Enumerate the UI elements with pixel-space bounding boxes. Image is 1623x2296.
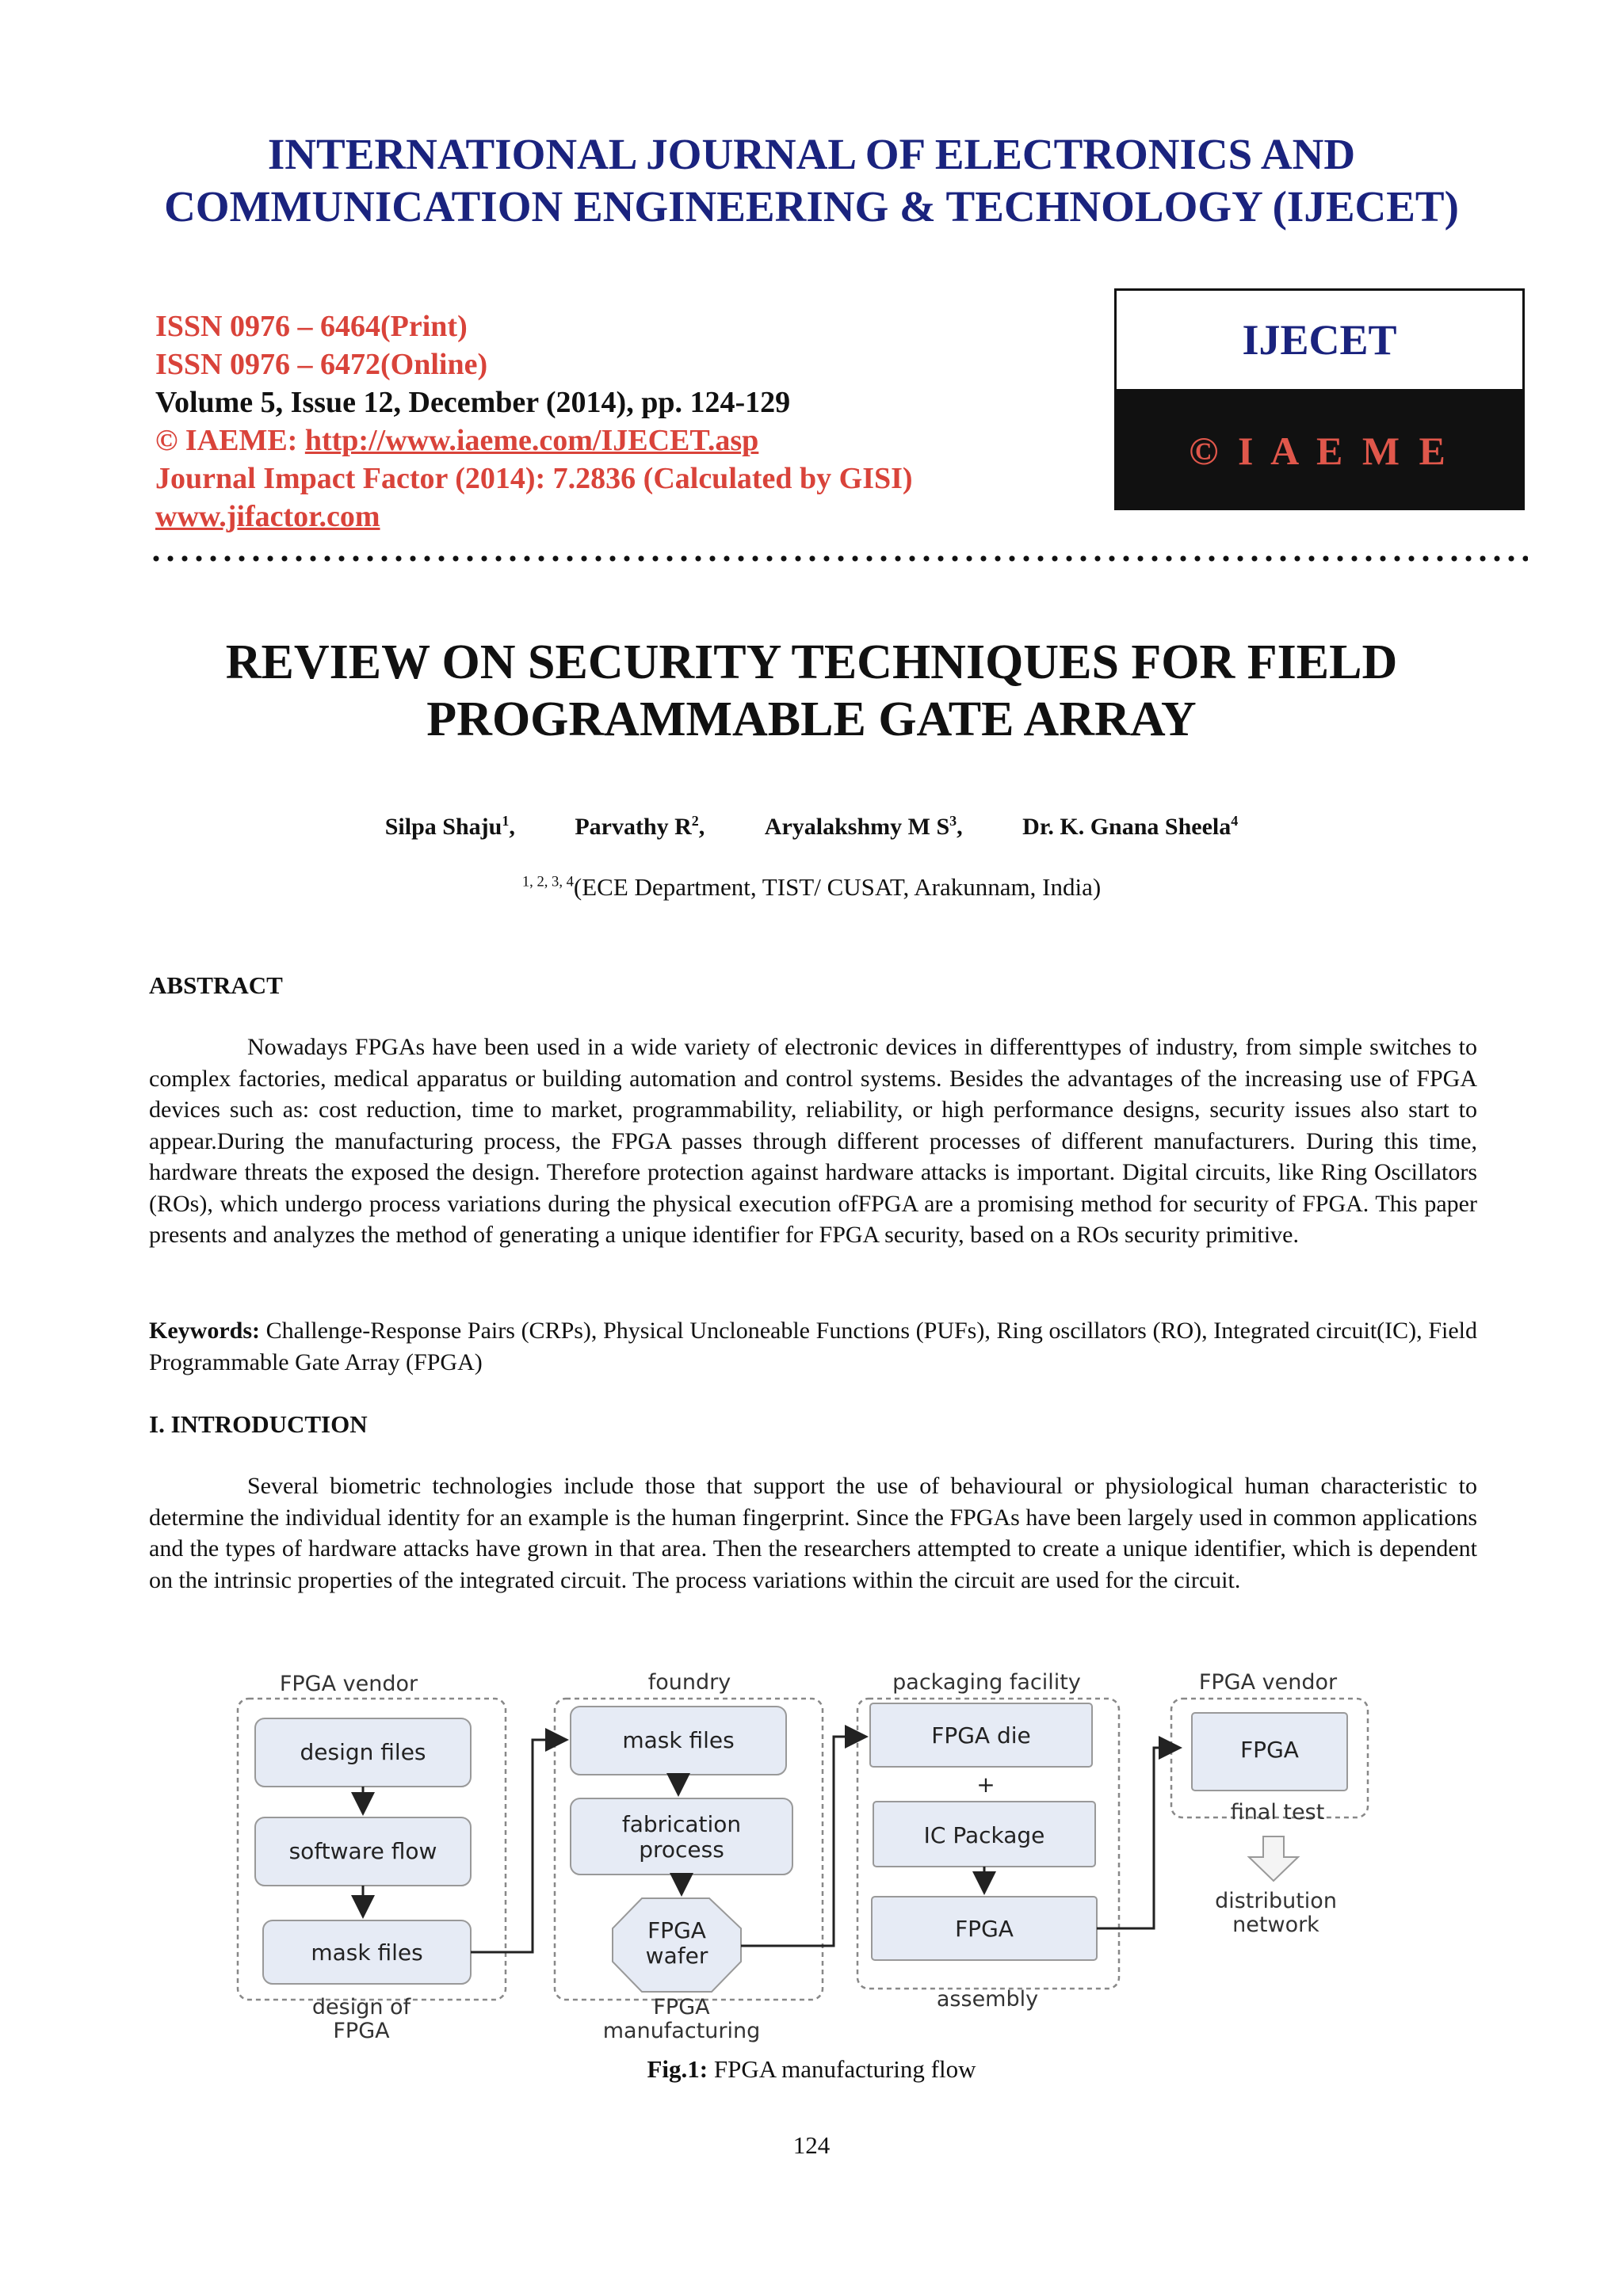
keywords-label: Keywords: bbox=[149, 1318, 260, 1344]
label-mask-files-foundry: mask files bbox=[622, 1727, 735, 1753]
label-fpga-assembled: FPGA bbox=[955, 1916, 1014, 1942]
label-software-flow: software flow bbox=[288, 1838, 437, 1864]
affiliation bbox=[0, 873, 1623, 902]
label-mask-files-design: mask files bbox=[311, 1939, 423, 1966]
paper-title-line1: REVIEW ON SECURITY TECHNIQUES FOR FIELD bbox=[225, 635, 1398, 689]
group-title-vendor-final: FPGA vendor bbox=[1198, 1670, 1338, 1695]
caption-design-of: design of bbox=[311, 1995, 411, 2019]
keywords-text: Challenge-Response Pairs (CRPs), Physical Uncloneable Functions (PUFs), Ring oscillators (RO), Integrated circuit(IC), Field Programmable Gate Array (FPGA) bbox=[149, 1318, 1477, 1375]
volume-info: Volume 5, Issue 12, December (2014), pp. 124-129 bbox=[155, 386, 791, 419]
author bbox=[385, 814, 515, 840]
figure-caption-text: FPGA manufacturing flow bbox=[708, 2055, 976, 2083]
author bbox=[765, 814, 963, 840]
abstract-heading: ABSTRACT bbox=[149, 971, 283, 999]
author-name: Parvathy R bbox=[575, 814, 692, 840]
author-sep: , bbox=[509, 814, 515, 840]
abstract-text: Nowadays FPGAs have been used in a wide variety of electronic devices in differenttypes of industry, from simple switches to complex factories, medical apparatus or building automation and control systems. Besides the advantages of the increasing use of FPGA devices such as: cost reduction, time to market, programmability, reliability, or high performance designs, security issues also start to appear.During the manufacturing process, the FPGA passes through different processes of different manufacturers. During this time, hardware threats the exposed the design. Therefore protection against hardware attacks is important. Digital circuits, like Ring Oscillators (ROs), which undergo process variations during the physical execution ofFPGA are a promising method for security of FPGA. This paper presents and analyzes the method of generating a unique identifier for FPGA security, based on a ROs security primitive. bbox=[149, 1034, 1477, 1248]
impact-factor: Journal Impact Factor (2014): 7.2836 (Calculated by GISI) bbox=[155, 462, 913, 495]
caption-design-fpga: FPGA bbox=[333, 2019, 390, 2043]
issn-online: ISSN 0976 – 6472(Online) bbox=[155, 348, 488, 381]
group-title-vendor: FPGA vendor bbox=[279, 1672, 418, 1696]
fpga-manufacturing-flow-diagram bbox=[230, 1667, 1371, 2044]
label-fpga-final: FPGA bbox=[1240, 1737, 1299, 1763]
author-sup: 3 bbox=[949, 813, 957, 829]
iaeme-prefix: © IAEME: bbox=[155, 424, 305, 457]
jifactor-line bbox=[155, 498, 913, 536]
down-arrow-icon bbox=[1249, 1836, 1298, 1881]
ijecet-box-label: IJECET bbox=[1114, 288, 1525, 391]
author-list bbox=[0, 813, 1623, 841]
journal-meta bbox=[155, 307, 913, 536]
caption-distribution-line2: network bbox=[1232, 1913, 1319, 1937]
author-sup: 4 bbox=[1231, 813, 1239, 829]
author-sup: 1 bbox=[502, 813, 510, 829]
author-sep: , bbox=[698, 814, 705, 840]
paper-title bbox=[0, 634, 1623, 748]
arrow-design-to-foundry bbox=[471, 1740, 564, 1952]
affiliation-sup: 1, 2, 3, 4 bbox=[521, 873, 574, 891]
author bbox=[1022, 814, 1238, 840]
figure-caption-label: Fig.1: bbox=[647, 2055, 708, 2083]
author-sep: , bbox=[957, 814, 963, 840]
author-name: Silpa Shaju bbox=[384, 814, 502, 840]
jifactor-link[interactable]: www.jifactor.com bbox=[155, 500, 380, 533]
label-plus: + bbox=[976, 1772, 995, 1798]
label-fabrication-line2: process bbox=[639, 1836, 724, 1863]
arrow-packaging-to-vendor bbox=[1097, 1748, 1178, 1928]
group-title-foundry: foundry bbox=[647, 1670, 731, 1695]
iaeme-link[interactable]: http://www.iaeme.com/IJECET.asp bbox=[304, 424, 759, 457]
label-wafer-line2: wafer bbox=[645, 1943, 708, 1969]
journal-title bbox=[0, 128, 1623, 233]
figure-caption bbox=[0, 2055, 1623, 2084]
group-title-packaging: packaging facility bbox=[892, 1670, 1081, 1695]
caption-assembly: assembly bbox=[936, 1987, 1039, 2012]
journal-title-line1: INTERNATIONAL JOURNAL OF ELECTRONICS AND bbox=[267, 130, 1356, 178]
label-design-files: design files bbox=[300, 1739, 426, 1765]
iaeme-line bbox=[155, 421, 913, 460]
introduction-heading: I. INTRODUCTION bbox=[149, 1410, 368, 1438]
affiliation-text: (ECE Department, TIST/ CUSAT, Arakunnam, India) bbox=[573, 873, 1102, 901]
keywords bbox=[149, 1315, 1477, 1378]
paper-title-line2: PROGRAMMABLE GATE ARRAY bbox=[426, 692, 1197, 746]
label-fabrication-line1: fabrication bbox=[621, 1811, 742, 1837]
introduction-text: Several biometric technologies include those that support the use of behavioural or physiological human characteristic to determine the individual identity for an example is the human fingerprint. Since the FPGAs have been largely used in common applications and the types of hardware attacks have grown in that area. Then the researchers attempted to create a unique identifier, which is dependent on the intrinsic properties of the integrated circuit. The process variations within the circuit are used for the circuit. bbox=[149, 1473, 1477, 1593]
caption-manufacturing-line1: FPGA bbox=[653, 1995, 710, 2019]
author bbox=[575, 814, 705, 840]
caption-distribution-line1: distribution bbox=[1215, 1889, 1337, 1913]
caption-final-test: final test bbox=[1230, 1800, 1325, 1825]
iaeme-box-publisher: © I A E M E bbox=[1114, 391, 1525, 510]
journal-title-line2: COMMUNICATION ENGINEERING & TECHNOLOGY (IJECET) bbox=[164, 182, 1459, 231]
author-name: Aryalakshmy M S bbox=[764, 814, 950, 840]
label-ic-package: IC Package bbox=[923, 1822, 1045, 1848]
caption-manufacturing-line2: manufacturing bbox=[602, 2019, 761, 2043]
dotted-separator bbox=[149, 555, 1528, 563]
label-fpga-die: FPGA die bbox=[931, 1722, 1031, 1749]
author-sup: 2 bbox=[691, 813, 699, 829]
page-number: 124 bbox=[792, 2131, 831, 2159]
label-wafer-line1: FPGA bbox=[647, 1917, 706, 1943]
issn-print: ISSN 0976 – 6464(Print) bbox=[155, 310, 468, 343]
author-name: Dr. K. Gnana Sheela bbox=[1022, 814, 1232, 840]
